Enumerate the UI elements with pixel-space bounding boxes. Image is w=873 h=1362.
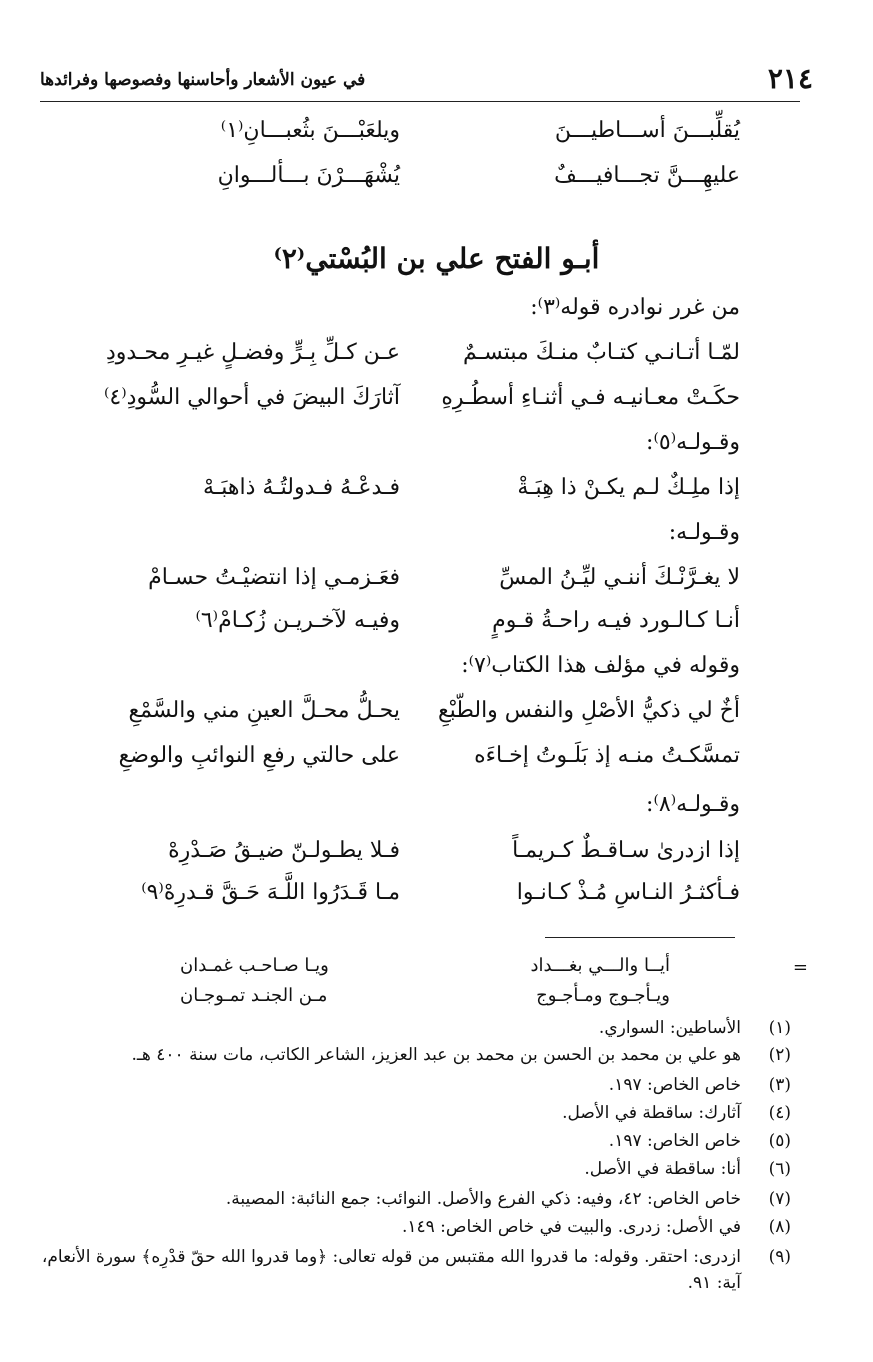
- verse-line: [100, 608, 740, 648]
- page-number: ٢١٤: [767, 62, 813, 95]
- verse-line: [100, 565, 740, 605]
- continuation-mark: =: [792, 957, 808, 978]
- footnote-number: (٩): [768, 1247, 791, 1267]
- verse-line: [100, 163, 740, 203]
- verse-ajuz: يحـلُّ محـلَّ العينِ مني والسَّمْعِ: [128, 698, 400, 723]
- footnote-number: (٤): [768, 1103, 791, 1123]
- footnote-number: (٦): [768, 1159, 791, 1179]
- poem-intro: وقـولـه⁽٨⁾:: [646, 792, 740, 817]
- verse-sadr: أنـا كـالـورد فيـه راحـةُ قـومٍ: [492, 608, 740, 633]
- footnote-number: (٣): [768, 1075, 791, 1095]
- verse-sadr: فـأكثـرُ النـاسِ مُـذْ كـانـوا: [516, 880, 740, 905]
- footnote-text: آثارك: ساقطة في الأصل.: [562, 1103, 741, 1123]
- verse-sadr: أيــا والـــي بغـــداد: [530, 955, 670, 976]
- verse-ajuz: ويلعَبْـــنَ بثُعبـــانِ⁽١⁾: [220, 118, 400, 143]
- poem-intro: وقـولـه⁽٥⁾:: [646, 430, 740, 455]
- verse-line: [100, 743, 740, 783]
- poem-intro: وقـولـه:: [668, 520, 740, 545]
- verse-ajuz: على حالتي رفعِ النوائبِ والوضعِ: [118, 743, 400, 768]
- verse-line: [100, 118, 740, 158]
- verse-sadr: أخٌ لي ذكيُّ الأصْلِ والنفس والطّبْعِ: [437, 698, 740, 723]
- footnote-text: خاص الخاص: ١٩٧.: [608, 1131, 741, 1151]
- verse-ajuz: عـن كـلِّ بِـرٍّ وفضـلٍ غيـرِ محـدودِ: [105, 340, 400, 365]
- verse-line: [100, 698, 740, 738]
- verse-ajuz: وفيـه لآخـريـن زُكـامْ⁽٦⁾: [195, 608, 400, 633]
- footnote-number: (٥): [768, 1131, 791, 1151]
- footnote-number: (٧): [768, 1189, 791, 1209]
- verse-line: [100, 385, 740, 425]
- footnote-text: خاص الخاص: ٤٢، وفيه: ذكي الفرع والأصل. النوائب: جمع النائبة: المصيبة.: [225, 1189, 741, 1209]
- verse-ajuz: فعَـزمـي إذا انتضيْـتُ حسـامْ: [148, 565, 400, 590]
- verse-line: [100, 838, 740, 878]
- verse-sadr: إذا ملِـكٌ لـم يكـنْ ذا هِبَـةْ: [517, 475, 740, 500]
- page-header: [40, 60, 813, 100]
- running-title: في عيون الأشعار وأحاسنها وفصوصها وفرائدها: [40, 70, 366, 90]
- verse-line: [100, 475, 740, 515]
- footnote-text: في الأصل: زدرى. والبيت في خاص الخاص: ١٤٩.: [401, 1217, 741, 1237]
- verse-ajuz: آثارَكَ البيضَ في أحوالي السُّودِ⁽٤⁾: [103, 385, 400, 410]
- verse-sadr: عليهِـــنَّ تجـــافيـــفٌ: [554, 163, 740, 188]
- verse-ajuz: يُشْهَـــرْنَ بـــألـــوانِ: [217, 163, 400, 188]
- footnote-number: (٢): [768, 1045, 791, 1065]
- verse-ajuz: مـا قَـدَرُوا اللَّـهَ حَـقَّ قـدرِهْ⁽٩⁾: [141, 880, 400, 905]
- footnote-text: أنا: ساقطة في الأصل.: [584, 1159, 741, 1179]
- verse-sadr: يُقلِّبـــنَ أســـاطيـــنَ: [554, 118, 740, 143]
- verse-ajuz: ويـا صـاحـب غمـدان: [180, 955, 329, 976]
- verse-line: [100, 880, 740, 920]
- footnote-number: (١): [768, 1018, 791, 1038]
- verse-sadr: إذا ازدرىٰ سـاقـطٌ كـريمـاً: [512, 838, 740, 863]
- verse-sadr: حكَـتْ معـانيـه فـي أثنـاءِ أسطُـرِهِ: [441, 385, 740, 410]
- section-title: أبـو الفتح علي بن البُسْتي⁽٢⁾: [273, 242, 600, 275]
- footnote-text: خاص الخاص: ١٩٧.: [608, 1075, 741, 1095]
- poem-intro: وقوله في مؤلف هذا الكتاب⁽٧⁾:: [461, 653, 740, 678]
- verse-sadr: ويـأجـوج ومـأجـوج: [536, 985, 670, 1006]
- verse-ajuz: فـلا يطـولـنّ ضيـقُ صَـدْرِهْ: [168, 838, 400, 863]
- verse-ajuz: فـدعْـهُ فـدولتُـهُ ذاهبَـهْ: [203, 475, 400, 500]
- footnote-verse: [180, 985, 670, 1015]
- footnote-rule: [545, 937, 735, 938]
- footnote-text: الأساطين: السواري.: [598, 1018, 741, 1038]
- footnote-text: ازدرى: احتقر. وقوله: ما قدروا الله مقتبس من قوله تعالى: ﴿وما قدروا الله حقّ قدْرِه﴾ سورة الأنعام، آية: ٩١.: [41, 1247, 741, 1293]
- footnote-number: (٨): [768, 1217, 791, 1237]
- poem-intro: من غرر نوادره قوله⁽٣⁾:: [530, 295, 740, 320]
- verse-sadr: لمّـا أتـانـي كتـابٌ منـكَ مبتسـمٌ: [463, 340, 740, 365]
- verse-sadr: تمسَّكـتُ منـه إذ بَلَـوتُ إخـاءَه: [474, 743, 740, 768]
- footnote-verse: [180, 955, 670, 985]
- footnote-text: هو علي بن محمد بن الحسن بن محمد بن عبد العزيز، الشاعر الكاتب، مات سنة ٤٠٠ هـ.: [131, 1045, 741, 1065]
- verse-ajuz: مـن الجنـد تمـوجـان: [180, 985, 328, 1006]
- verse-sadr: لا يغـرَّنْـكَ أننـي ليِّـنُ المسِّ: [499, 565, 740, 590]
- header-rule: [40, 101, 800, 102]
- verse-line: [100, 340, 740, 380]
